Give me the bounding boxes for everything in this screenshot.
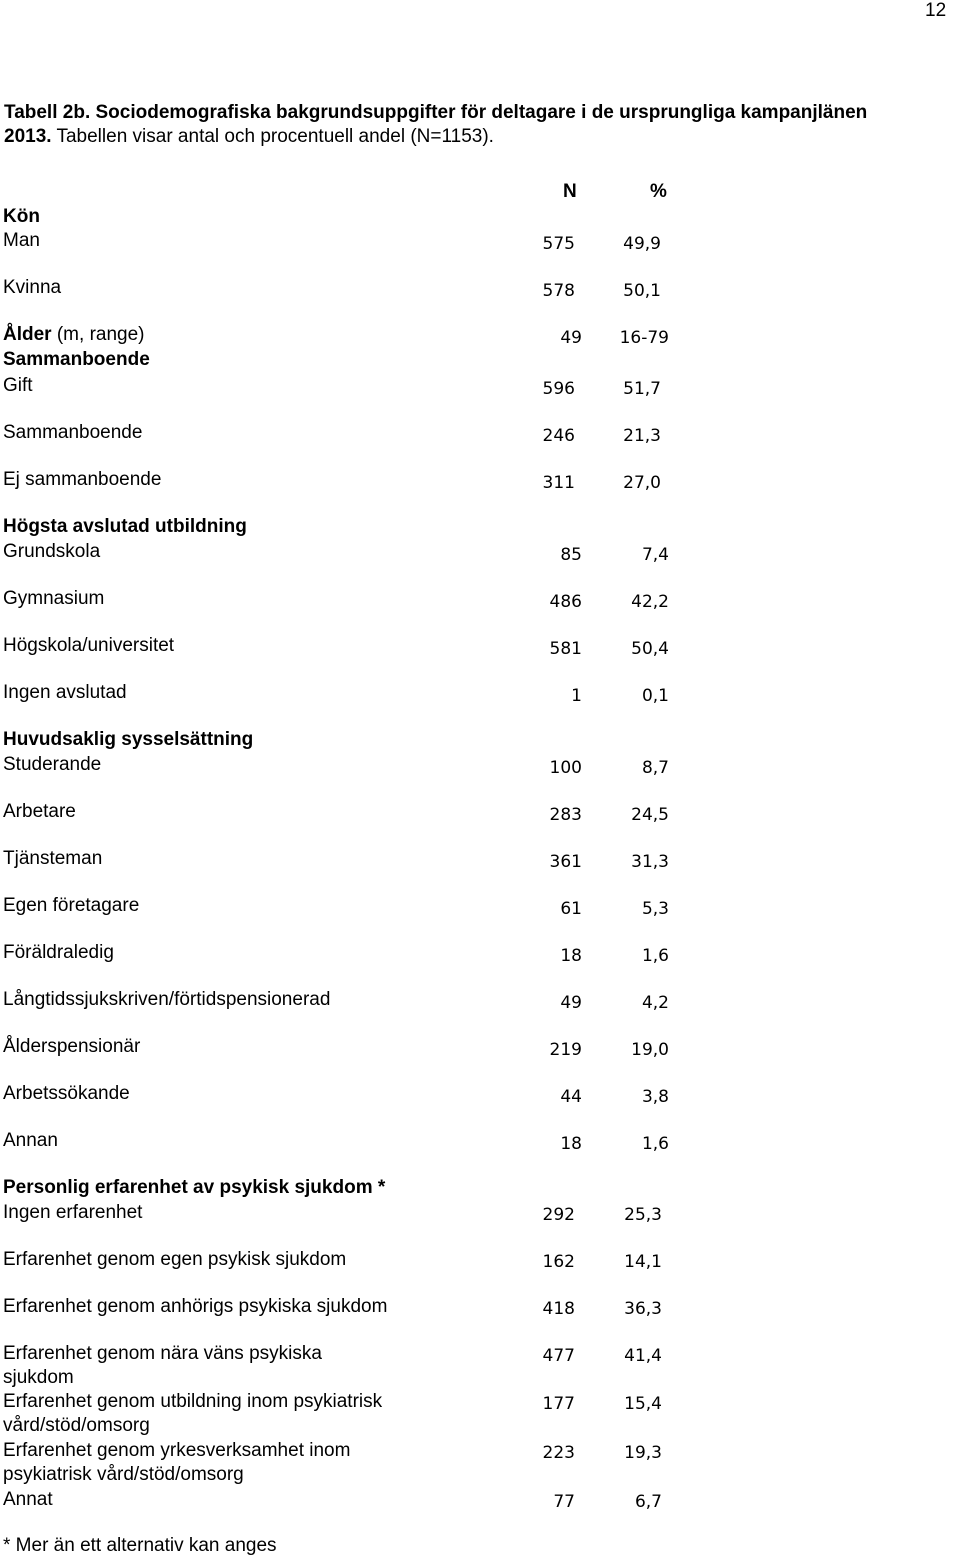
row-label: Annan <box>3 1130 58 1151</box>
row-label: Erfarenhet genom utbildning inom psykiatrisk vård/stöd/omsorg <box>3 1391 383 1436</box>
row-n: 1 <box>571 686 582 706</box>
row-label: Egen företagare <box>3 895 140 916</box>
column-header-percent: % <box>650 181 667 202</box>
section-title-erfarenhet: Personlig erfarenhet av psykisk sjukdom * <box>3 1177 386 1198</box>
row-label: Sammanboende <box>3 422 143 443</box>
row-percent: 5,3 <box>641 899 669 919</box>
row-n: 85 <box>560 545 582 565</box>
row-percent: 49,9 <box>623 234 661 254</box>
row-percent: 50,1 <box>623 281 661 301</box>
row-n: 61 <box>560 899 582 919</box>
row-n: 578 <box>542 281 575 301</box>
table-footnote: * Mer än ett alternativ kan anges <box>3 1535 277 1556</box>
row-label: Ingen erfarenhet <box>3 1202 143 1223</box>
row-percent: 19,0 <box>631 1040 669 1060</box>
caption-description: Tabellen visar antal och procentuell andel (N=1153). <box>51 126 494 147</box>
row-n: 49 <box>560 993 582 1013</box>
row-label: Erfarenhet genom nära väns psykiska sjukdom <box>3 1343 322 1388</box>
row-percent: 27,0 <box>623 473 661 493</box>
row-percent: 21,3 <box>623 426 661 446</box>
row-percent: 19,3 <box>624 1443 662 1463</box>
row-label: Erfarenhet genom egen psykisk sjukdom <box>3 1249 347 1270</box>
row-label: Föräldraledig <box>3 942 114 963</box>
row-n: 162 <box>542 1252 575 1272</box>
row-n: 418 <box>542 1299 575 1319</box>
row-n: 575 <box>542 234 575 254</box>
row-n: 100 <box>549 758 582 778</box>
row-percent: 8,7 <box>641 758 669 778</box>
row-label: Långtidssjukskriven/förtidspensionerad <box>3 989 331 1010</box>
row-percent: 6,7 <box>634 1492 662 1512</box>
row-n: 246 <box>542 426 575 446</box>
row-n: 311 <box>542 473 575 493</box>
row-label: Arbetare <box>3 801 76 822</box>
row-n: 223 <box>542 1443 575 1463</box>
alder-suffix: (m, range) <box>51 324 145 345</box>
row-percent: 36,3 <box>624 1299 662 1319</box>
row-n: 477 <box>542 1346 575 1366</box>
row-label: Erfarenhet genom anhörigs psykiska sjukdom <box>3 1296 388 1317</box>
row-label: Högskola/universitet <box>3 635 175 656</box>
row-percent: 4,2 <box>641 993 669 1013</box>
row-percent: 15,4 <box>624 1394 662 1414</box>
caption-title: Tabell 2b. Sociodemografiska bakgrundsuppgifter för deltagare i de ursprungliga kampanjlänen 2013. <box>4 102 868 147</box>
page-number: 12 <box>925 0 947 21</box>
row-label: Studerande <box>3 754 102 775</box>
row-percent: 14,1 <box>624 1252 662 1272</box>
row-n: 486 <box>549 592 582 612</box>
row-alder <box>3 323 145 347</box>
section-title-utbildning: Högsta avslutad utbildning <box>3 516 247 537</box>
row-percent: 0,1 <box>641 686 669 706</box>
row-percent: 51,7 <box>623 379 661 399</box>
row-n: 18 <box>560 1134 582 1154</box>
row-percent: 25,3 <box>624 1205 662 1225</box>
row-percent: 1,6 <box>641 1134 669 1154</box>
section-title-sammanboende: Sammanboende <box>3 349 150 370</box>
row-percent: 31,3 <box>631 852 669 872</box>
row-n: 361 <box>549 852 582 872</box>
row-label: Man <box>3 230 40 251</box>
row-n: 18 <box>560 946 582 966</box>
row-n: 596 <box>542 379 575 399</box>
row-percent: 7,4 <box>641 545 669 565</box>
row-label: Arbetssökande <box>3 1083 130 1104</box>
row-n: 292 <box>542 1205 575 1225</box>
section-title-alder: Ålder <box>3 324 52 345</box>
section-title-sysselsattning: Huvudsaklig sysselsättning <box>3 729 254 750</box>
row-n: 177 <box>542 1394 575 1414</box>
row-label: Grundskola <box>3 541 101 562</box>
row-n: 44 <box>560 1087 582 1107</box>
row-label: Kvinna <box>3 277 62 298</box>
row-label: Erfarenhet genom yrkesverksamhet inom psykiatrisk vård/stöd/omsorg <box>3 1440 351 1485</box>
row-n: 77 <box>553 1492 575 1512</box>
row-percent: 50,4 <box>631 639 669 659</box>
row-n: 581 <box>549 639 582 659</box>
row-label: Tjänsteman <box>3 848 103 869</box>
row-label: Ålderspensionär <box>3 1036 141 1057</box>
row-percent: 41,4 <box>624 1346 662 1366</box>
row-label: Annat <box>3 1489 53 1510</box>
row-percent: 24,5 <box>631 805 669 825</box>
row-percent: 16-79 <box>619 328 669 348</box>
row-n: 49 <box>560 328 582 348</box>
column-header-n: N <box>563 181 577 202</box>
row-label: Gymnasium <box>3 588 105 609</box>
row-percent: 3,8 <box>641 1087 669 1107</box>
row-percent: 42,2 <box>631 592 669 612</box>
row-percent: 1,6 <box>641 946 669 966</box>
row-label: Ingen avslutad <box>3 682 127 703</box>
row-n: 283 <box>549 805 582 825</box>
row-n: 219 <box>549 1040 582 1060</box>
section-title-kon: Kön <box>3 206 40 227</box>
row-label: Ej sammanboende <box>3 469 162 490</box>
row-label: Gift <box>3 375 33 396</box>
